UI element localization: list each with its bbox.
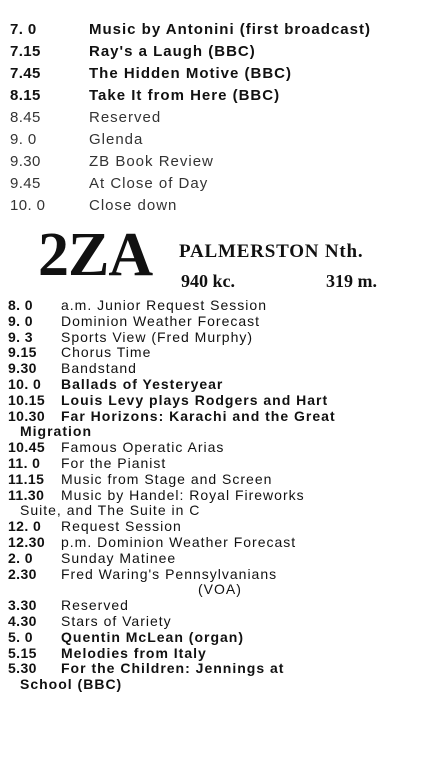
- program-title: Stars of Variety: [61, 612, 172, 629]
- program-title: Bandstand: [61, 360, 137, 377]
- program-title-continued: School (BBC): [20, 676, 123, 693]
- list-item: [8, 503, 440, 519]
- program-title: For the Pianist: [61, 454, 167, 471]
- list-item: [8, 551, 440, 567]
- program-title-continued: (VOA): [198, 581, 242, 598]
- schedule-list-top: [10, 20, 440, 218]
- list-item: [8, 409, 440, 425]
- list-item: [8, 456, 440, 472]
- time-label: 10.45: [8, 439, 46, 456]
- program-title: Take It from Here (BBC): [89, 87, 281, 104]
- program-title: Fred Waring's Pennsylvanians: [61, 565, 278, 582]
- list-item: [8, 314, 440, 330]
- list-item: [8, 377, 440, 393]
- time-label: 2. 0: [8, 549, 33, 566]
- program-title: a.m. Junior Request Session: [61, 297, 267, 313]
- program-title: Ray's a Laugh (BBC): [89, 43, 256, 60]
- list-item: [8, 440, 440, 456]
- time-label: 8. 0: [8, 297, 33, 313]
- station-header: [38, 221, 428, 293]
- schedule-list-bottom: [8, 298, 440, 693]
- list-item: [8, 567, 440, 583]
- time-label: 12.30: [8, 533, 46, 550]
- program-title: Far Horizons: Karachi and the Great: [61, 407, 336, 424]
- time-label: 2.30: [8, 565, 37, 582]
- time-label: 4.30: [8, 612, 37, 629]
- list-item: [10, 130, 440, 152]
- list-item: [8, 298, 440, 314]
- time-label: 11.15: [8, 470, 45, 487]
- list-item: [8, 535, 440, 551]
- time-label: 9.15: [8, 344, 37, 361]
- station-city: PALMERSTON Nth.: [179, 241, 364, 262]
- program-title: The Hidden Motive (BBC): [89, 65, 292, 82]
- time-label: 7.15: [10, 43, 41, 60]
- time-label: 10. 0: [10, 197, 46, 214]
- list-item: [8, 614, 440, 630]
- list-item: [8, 488, 440, 504]
- program-title: Reserved: [61, 597, 129, 614]
- program-title: Melodies from Italy: [61, 644, 207, 661]
- program-title: Music by Handel: Royal Fireworks: [61, 486, 305, 503]
- list-item: [10, 174, 440, 196]
- list-item: [10, 42, 440, 64]
- station-wavelength: 319 m.: [326, 271, 377, 291]
- program-title: Quentin McLean (organ): [61, 628, 244, 645]
- program-title: Music from Stage and Screen: [61, 470, 273, 487]
- time-label: 12. 0: [8, 518, 42, 535]
- program-title: Close down: [89, 197, 178, 214]
- time-label: 9. 3: [8, 328, 33, 345]
- program-title: Music by Antonini (first broadcast): [89, 21, 371, 38]
- time-label: 10.30: [8, 407, 46, 424]
- list-item: [8, 393, 440, 409]
- time-label: 9.45: [10, 175, 41, 192]
- program-title: Dominion Weather Forecast: [61, 312, 261, 329]
- list-item: [8, 361, 440, 377]
- list-item: [8, 646, 440, 662]
- time-label: 9.30: [10, 153, 41, 170]
- list-item: [10, 108, 440, 130]
- program-title: ZB Book Review: [89, 153, 214, 170]
- program-title: Sports View (Fred Murphy): [61, 328, 254, 345]
- program-title: For the Children: Jennings at: [61, 660, 285, 677]
- time-label: 7. 0: [10, 21, 37, 38]
- list-item: [8, 345, 440, 361]
- time-label: 5. 0: [8, 628, 33, 645]
- list-item: [8, 424, 440, 440]
- program-title: At Close of Day: [89, 175, 209, 192]
- list-item: [10, 20, 440, 42]
- time-label: 10.15: [8, 391, 46, 408]
- list-item: [10, 64, 440, 86]
- time-label: 5.15: [8, 644, 37, 661]
- program-title: Famous Operatic Arias: [61, 439, 225, 456]
- station-call-sign: 2ZA: [38, 221, 153, 289]
- list-item: [8, 330, 440, 346]
- list-item: [10, 86, 440, 108]
- time-label: 8.45: [10, 109, 41, 126]
- program-title: p.m. Dominion Weather Forecast: [61, 533, 297, 550]
- list-item: [10, 152, 440, 174]
- program-title-continued: Migration: [20, 423, 92, 440]
- time-label: 11.30: [8, 486, 45, 503]
- list-item: [8, 598, 440, 614]
- list-item: [8, 519, 440, 535]
- list-item: [8, 582, 440, 598]
- program-title-continued: Suite, and The Suite in C: [20, 502, 201, 519]
- time-label: 3.30: [8, 597, 37, 614]
- list-item: [8, 661, 440, 677]
- program-title: Louis Levy plays Rodgers and Hart: [61, 391, 329, 408]
- program-title: Request Session: [61, 518, 182, 535]
- list-item: [8, 472, 440, 488]
- list-item: [8, 677, 440, 693]
- list-item: [10, 196, 440, 218]
- time-label: 10. 0: [8, 375, 42, 392]
- time-label: 9. 0: [8, 312, 33, 329]
- time-label: 11. 0: [8, 454, 41, 471]
- program-title: Chorus Time: [61, 344, 152, 361]
- program-title: Reserved: [89, 109, 162, 126]
- list-item: [8, 630, 440, 646]
- program-title: Glenda: [89, 131, 144, 148]
- time-label: 7.45: [10, 65, 41, 82]
- program-title: Ballads of Yesteryear: [61, 375, 224, 392]
- time-label: 8.15: [10, 87, 41, 104]
- time-label: 5.30: [8, 660, 37, 677]
- time-label: 9. 0: [10, 131, 37, 148]
- station-frequency: 940 kc.: [181, 271, 235, 291]
- time-label: 9.30: [8, 360, 37, 377]
- program-title: Sunday Matinee: [61, 549, 177, 566]
